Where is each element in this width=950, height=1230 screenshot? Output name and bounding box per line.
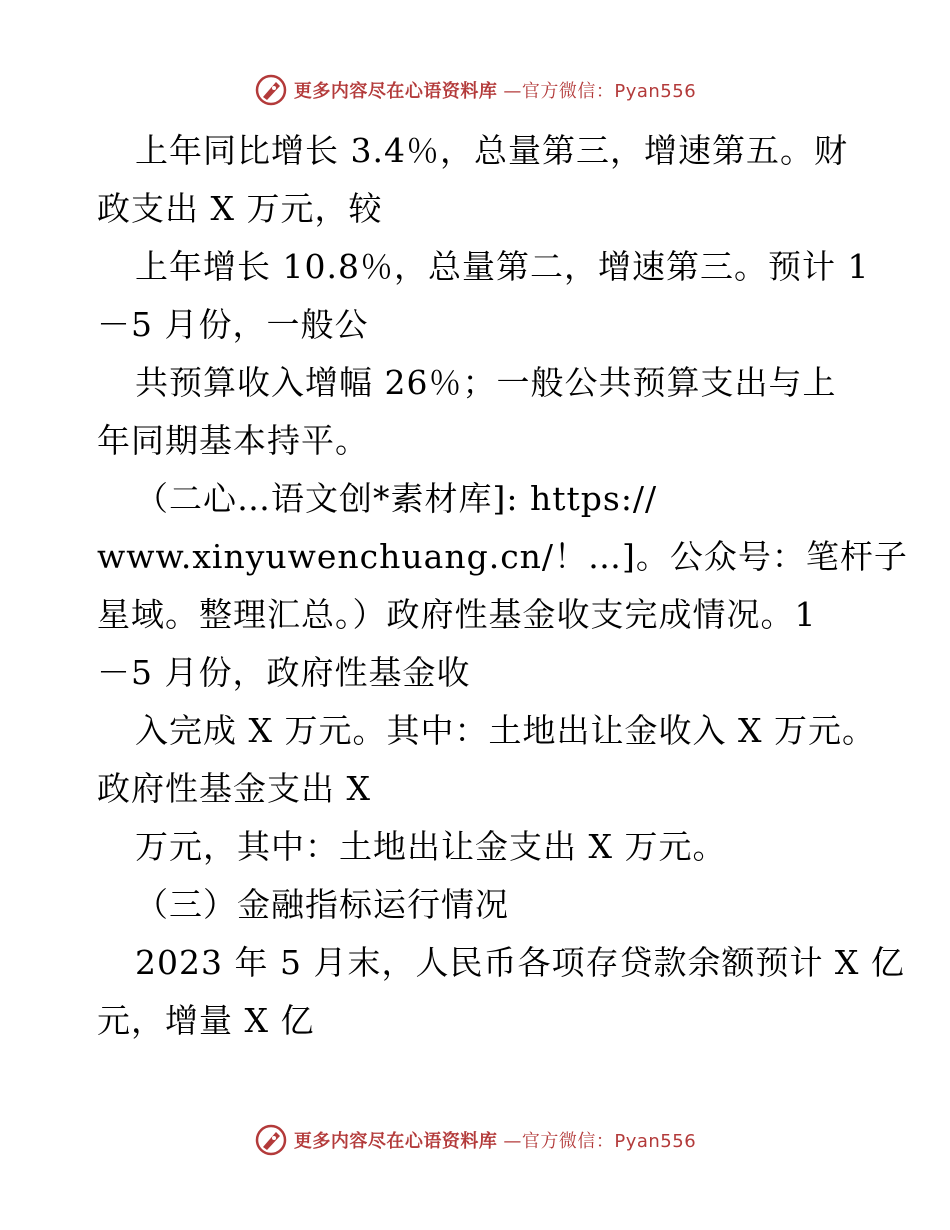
text-line: 入完成 X 万元。其中：土地出让金收入 X 万元。 — [135, 711, 876, 750]
text-line: 元，增量 X 亿 — [97, 1001, 315, 1040]
text-line: 上年同比增长 3.4％，总量第三，增速第五。财 — [135, 131, 848, 170]
footer-banner-suffix: —官方微信：Pyan556 — [503, 1131, 697, 1152]
header-banner — [0, 70, 950, 110]
pen-nib-logo-icon — [254, 73, 288, 107]
text-line: 万元，其中：土地出让金支出 X 万元。 — [135, 827, 727, 866]
text-line: 2023 年 5 月末，人民币各项存贷款余额预计 X 亿 — [135, 943, 905, 982]
pen-nib-logo-icon — [254, 1123, 288, 1157]
footer-banner-text: 更多内容尽在心语资料库 — [293, 1131, 498, 1152]
text-line: www.xinyuwenchuang.cn/！…]。公众号：笔杆子 — [97, 537, 908, 576]
text-line: －5 月份，政府性基金收 — [97, 653, 471, 692]
text-line: －5 月份，一般公 — [97, 305, 369, 344]
text-line: 共预算收入增幅 26％；一般公共预算支出与上 — [135, 363, 837, 402]
document-body — [97, 122, 908, 1050]
header-banner-text: 更多内容尽在心语资料库 — [293, 81, 498, 102]
text-line: （二心…语文创*素材库]: https:// — [135, 479, 658, 518]
text-line: 星域。整理汇总。）政府性基金收支完成情况。1 — [97, 595, 817, 634]
section-heading: （三）金融指标运行情况 — [135, 885, 509, 924]
text-line: 政府性基金支出 X — [97, 769, 371, 808]
header-banner-suffix: —官方微信：Pyan556 — [503, 81, 697, 102]
footer-banner — [0, 1120, 950, 1160]
text-line: 上年增长 10.8％，总量第二，增速第三。预计 1 — [135, 247, 870, 286]
text-line: 年同期基本持平。 — [97, 421, 369, 460]
text-line: 政支出 X 万元，较 — [97, 189, 383, 228]
